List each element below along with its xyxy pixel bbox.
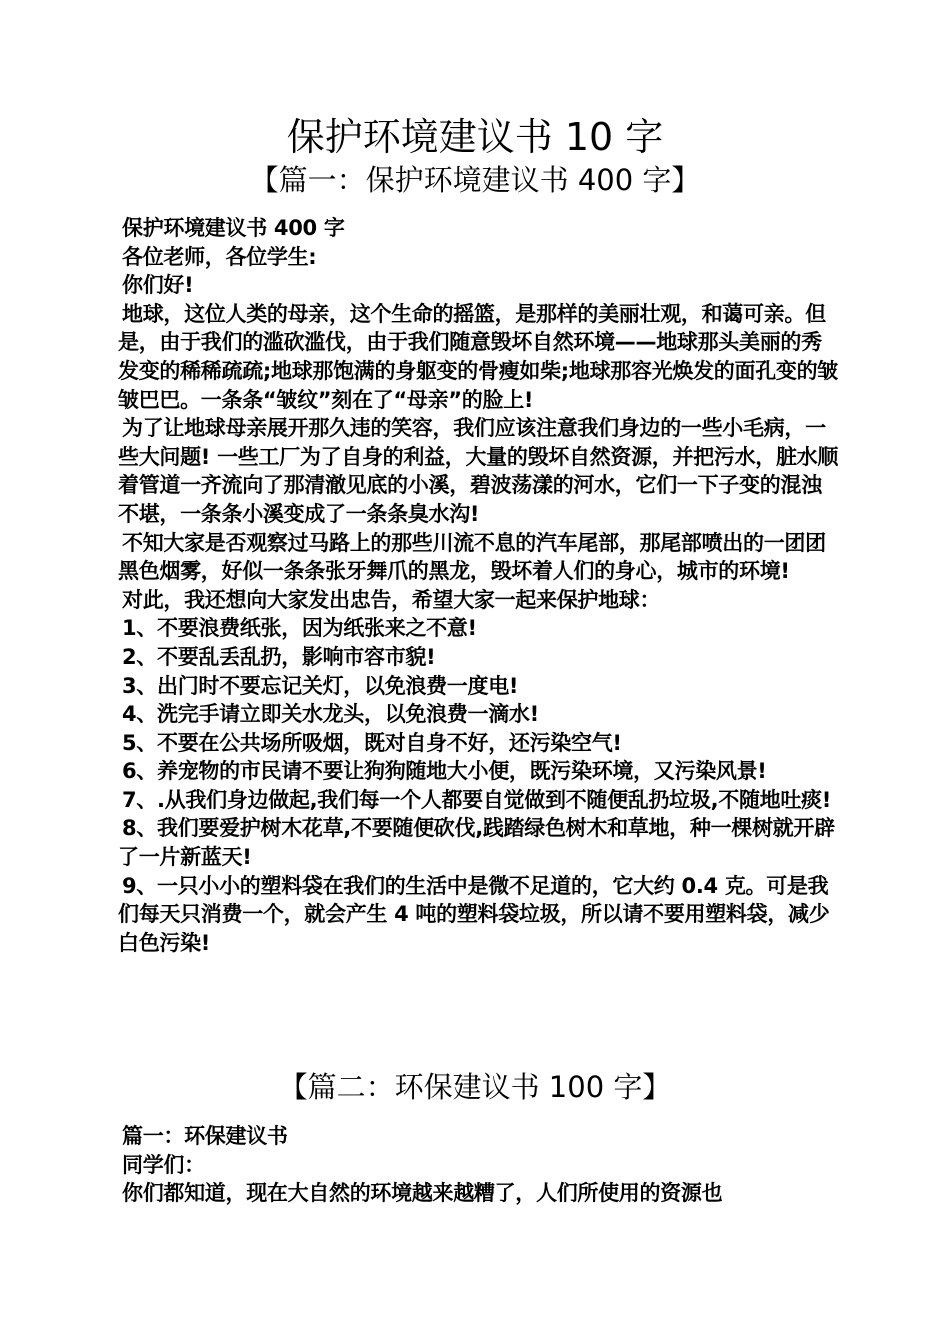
list-item: 7、.从我们身边做起,我们每一个人都要自觉做到不随便乱扔垃圾,不随地吐痰!	[122, 787, 832, 812]
paragraph: 你们都知道，现在大自然的环境越来越糟了，人们所使用的资源也	[122, 1181, 723, 1206]
list-item: 5、不要在公共场所吸烟，既对自身不好，还污染空气!	[122, 730, 622, 755]
list-item: 8、我们要爱护树木花草,不要随便砍伐,践踏绿色树木和草地，种一棵树就开辟了一片新蓝天!	[118, 816, 835, 870]
paragraph: 保护环境建议书 400 字	[122, 216, 345, 240]
section1-body	[118, 214, 840, 957]
list-item: 1、不要浪费纸张，因为纸张来之不意!	[122, 616, 477, 641]
paragraph: 篇一：环保建议书	[122, 1124, 288, 1148]
list-item: 6、养宠物的市民请不要让狗狗随地大小便，既污染环境，又污染风景!	[122, 759, 767, 784]
paragraph: 不知大家是否观察过马路上的那些川流不息的汽车尾部，那尾部喷出的一团团黑色烟雾，好似一条条张牙舞爪的黑龙，毁坏着人们的身心，城市的环境!	[118, 530, 826, 584]
paragraph: 地球，这位人类的母亲，这个生命的摇篮，是那样的美丽壮观，和蔼可亲。但是，由于我们的滥砍滥伐，由于我们随意毁坏自然环境——地球那头美丽的秀发变的稀稀疏疏;地球那饱满的身躯变的骨瘦如柴;地球那容光焕发的面孔变的皱皱巴巴。一条条“皱纹”刻在了“母亲”的脸上!	[118, 301, 838, 412]
paragraph: 对此，我还想向大家发出忠告，希望大家一起来保护地球：	[122, 587, 661, 612]
paragraph: 你们好!	[122, 273, 194, 298]
paragraph: 各位老师，各位学生:	[122, 244, 317, 269]
paragraph: 同学们：	[122, 1152, 205, 1177]
list-item: 2、不要乱丢乱扔，影响市容市貌!	[122, 644, 436, 669]
document-title: 保护环境建议书 10 字	[286, 115, 664, 159]
list-item: 9、一只小小的塑料袋在我们的生活中是微不足道的，它大约 0.4 克。可是我们每天只消费一个，就会产生 4 吨的塑料袋垃圾，所以请不要用塑料袋，减少白色污染!	[118, 873, 830, 955]
list-item: 3、出门时不要忘记关灯，以免浪费一度电!	[122, 673, 519, 698]
section2-body	[118, 1122, 840, 1208]
list-item: 4、洗完手请立即关水龙头，以免浪费一滴水!	[122, 702, 539, 727]
section2-heading: 【篇二：环保建议书 100 字】	[278, 1070, 672, 1104]
section1-heading: 【篇一：保护环境建议书 400 字】	[249, 163, 701, 197]
paragraph: 为了让地球母亲展开那久违的笑容，我们应该注意我们身边的一些小毛病，一些大问题! 一些工厂为了自身的利益，大量的毁坏自然资源，并把污水，脏水顺着管道一齐流向了那清澈见底的小溪，碧波荡漾的河水，它们一下子变的混浊不堪，一条条小溪变成了一条条臭水沟!	[118, 416, 839, 526]
